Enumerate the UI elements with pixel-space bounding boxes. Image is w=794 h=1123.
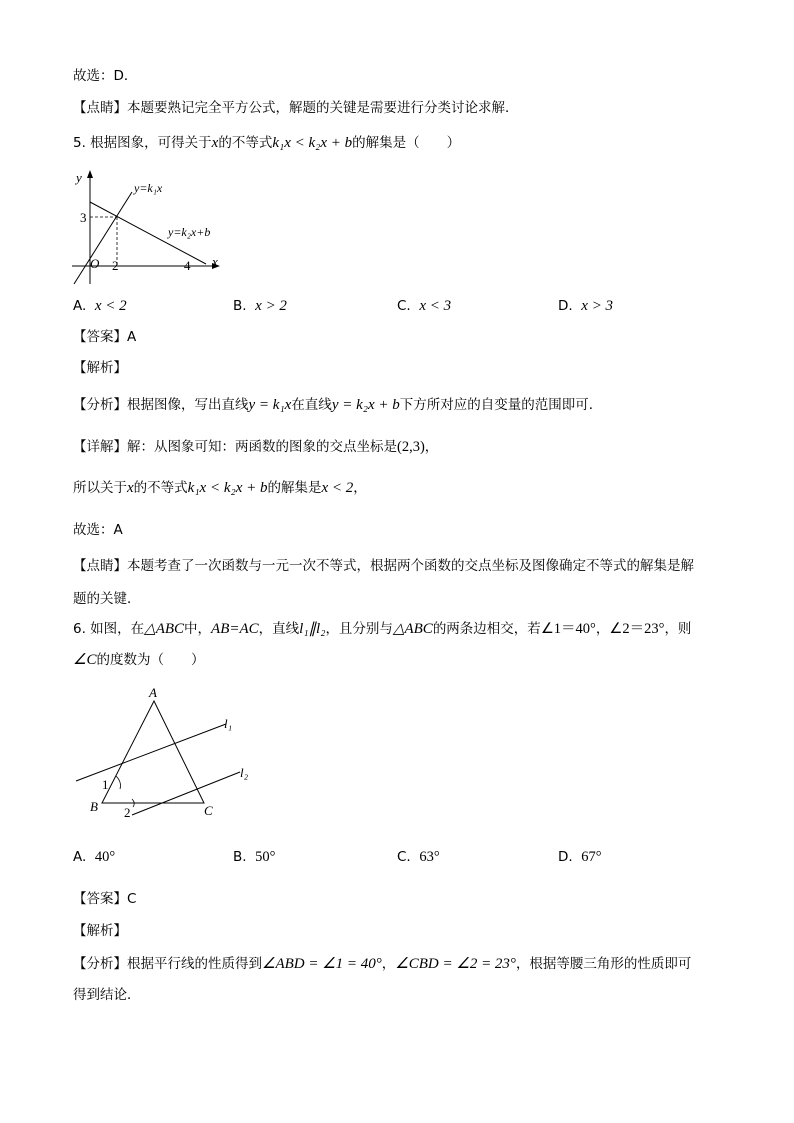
tick-label: 2 xyxy=(112,258,119,273)
vertex-label: A xyxy=(149,685,157,700)
q6-fenxi: 【分析】根据平行线的性质得到∠ABD = ∠1 = 40°，∠CBD = ∠2 = 23°，根据等腰三角形的性质即可 xyxy=(73,956,692,972)
angle-label: 1 xyxy=(102,777,109,792)
q5-fenxi: 【分析】根据图像，写出直线y = k₁x在直线y = k₂x + b下方所对应的自变量的范围即可． xyxy=(73,397,603,413)
question-6-stem: ∠C的度数为（ ） xyxy=(73,652,205,668)
text-line: 【点睛】本题要熟记完全平方公式，解题的关键是需要进行分类讨论求解． xyxy=(73,100,519,116)
q5-detail: 【详解】解：从图象可知：两函数的图象的交点坐标是(2,3)， xyxy=(73,439,439,455)
q5-option-a: A. x < 2 xyxy=(73,298,127,314)
q6-option-a: A. 40° xyxy=(73,849,116,865)
q6-option-d: D. 67° xyxy=(558,849,602,865)
q5-dianjing: 题的关键． xyxy=(73,591,141,607)
line-label: l₁ xyxy=(224,716,233,731)
line-label: l₂ xyxy=(240,765,249,780)
question-6-stem: 6. 如图，在△ABC中，AB=AC，直线l₁∥l₂，且分别与△ABC的两条边相交，若∠1＝40°，∠2＝23°，则 xyxy=(73,621,692,637)
q5-graph xyxy=(70,168,240,292)
y-axis-label: y xyxy=(76,170,82,185)
q5-dianjing: 【点睛】本题考查了一次函数与一元一次不等式，根据两个函数的交点坐标及图像确定不等式的解集是解 xyxy=(73,558,694,574)
q5-answer: 【答案】A xyxy=(73,329,137,345)
q6-answer: 【答案】C xyxy=(73,891,137,907)
vertex-label: C xyxy=(204,803,213,818)
question-5-stem: 5. 根据图象，可得关于x的不等式k₁x < k₂x + b的解集是（ ） xyxy=(73,135,461,151)
q5-jiexi: 【解析】 xyxy=(73,360,127,376)
tick-label: 3 xyxy=(80,210,87,225)
origin-label: O xyxy=(90,256,100,271)
q6-jiexi: 【解析】 xyxy=(73,923,127,939)
q5-conclusion: 所以关于x的不等式k₁x < k₂x + b的解集是x < 2， xyxy=(73,480,367,496)
line-label: y=k₂x+b xyxy=(168,225,211,239)
line-label: y=k₁x xyxy=(134,181,163,195)
q5-option-d: D. x > 3 xyxy=(558,298,614,314)
q6-option-b: B. 50° xyxy=(233,849,276,865)
q5-option-b: B. x > 2 xyxy=(233,298,287,314)
q5-choose: 故选：A xyxy=(73,522,123,538)
text-line: 故选：D． xyxy=(73,68,138,84)
q6-option-c: C. 63° xyxy=(397,849,440,865)
tick-label: 4 xyxy=(184,258,191,273)
angle-label: 2 xyxy=(124,805,131,820)
q6-fenxi: 得到结论． xyxy=(73,987,141,1003)
vertex-label: B xyxy=(90,799,98,814)
x-axis-label: x xyxy=(212,254,218,269)
q6-triangle-figure xyxy=(70,683,260,827)
q5-option-c: C. x < 3 xyxy=(397,298,452,314)
